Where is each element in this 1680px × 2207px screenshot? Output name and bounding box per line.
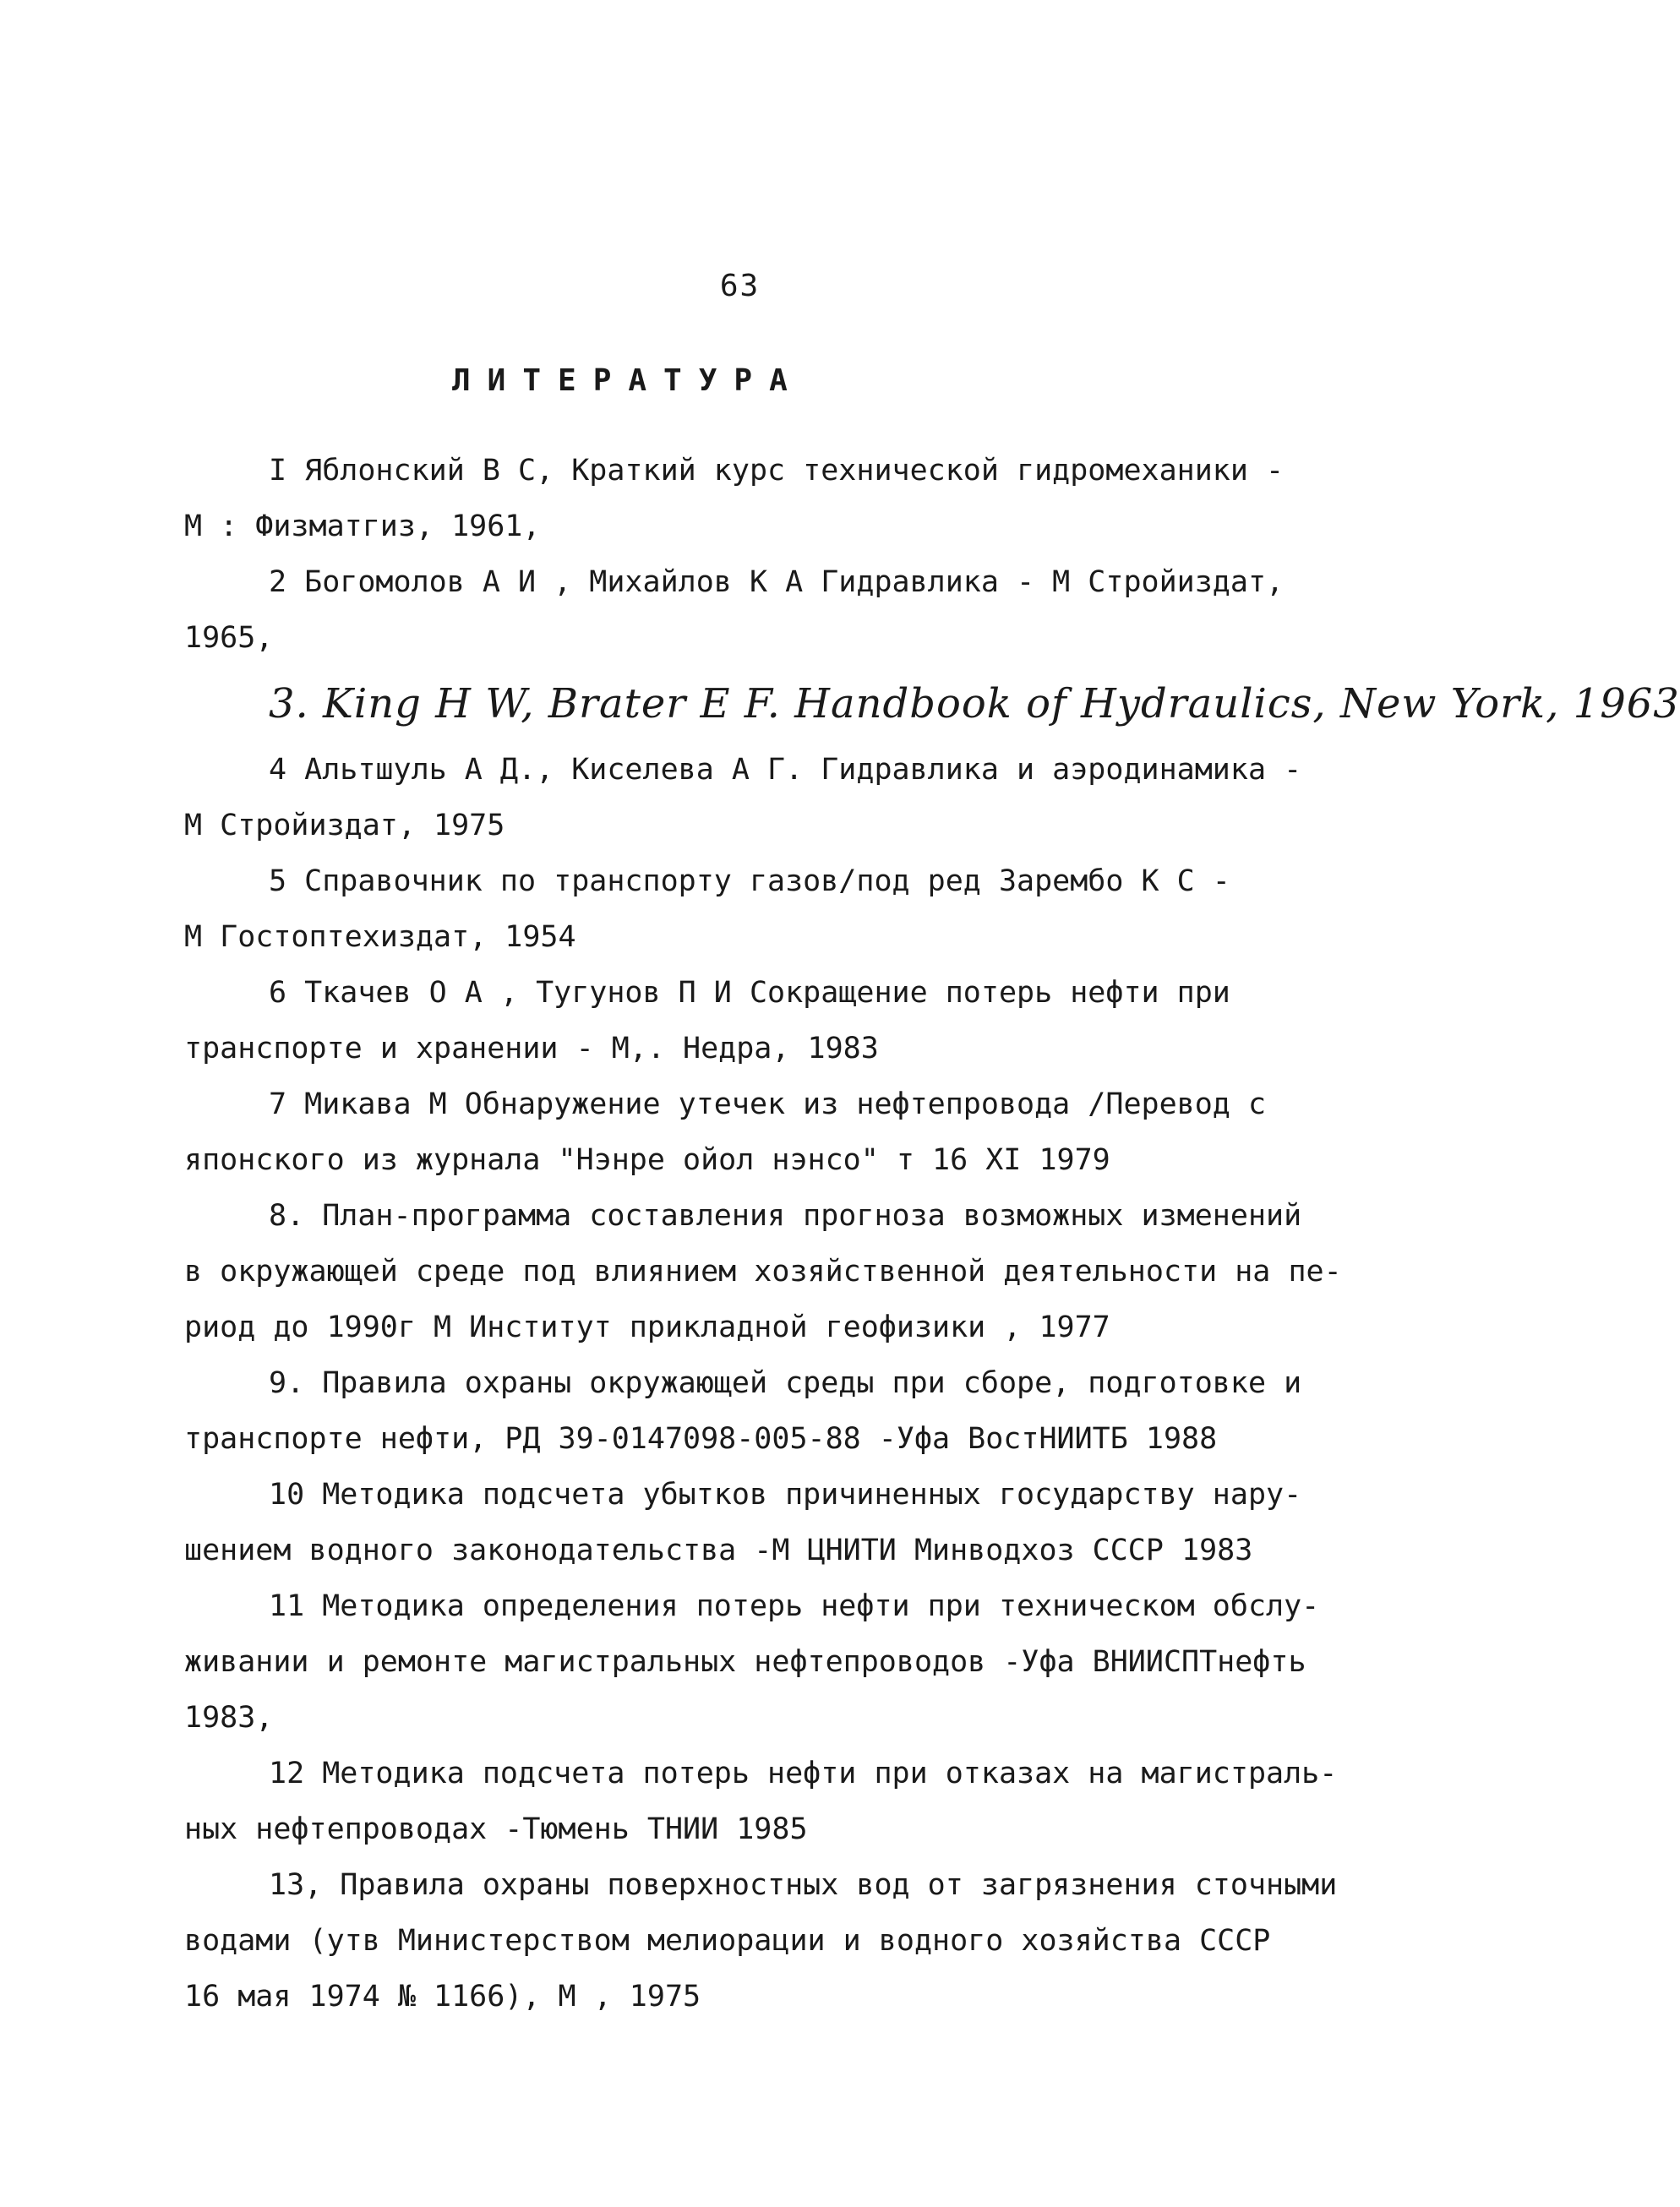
reference-line: японского из журнала "Нэнре ойол нэнсо" т 16 XI 1979	[184, 1143, 1110, 1177]
reference-line: ных нефтепроводах -Тюмень ТНИИ 1985	[184, 1812, 808, 1846]
reference-line: риод до 1990г М Институт прикладной геофизики , 1977	[184, 1311, 1110, 1344]
reference-entry	[184, 1857, 1338, 2024]
reference-line: живании и ремонте магистральных нефтепроводов -Уфа ВНИИСПТнефть	[184, 1645, 1306, 1679]
references-heading: ЛИТЕРАТУРА	[452, 363, 805, 398]
reference-line: 16 мая 1974 № 1166), М , 1975	[184, 1980, 701, 2014]
reference-line: шением водного законодательства -М ЦНИТИ Минводхоз СССР 1983	[184, 1534, 1253, 1567]
reference-line: 12 Методика подсчета потерь нефти при отказах на магистраль-	[269, 1757, 1338, 1790]
reference-line: М Гостоптехиздат, 1954	[184, 920, 576, 954]
reference-line: водами (утв Министерством мелиорации и водного хозяйства СССР	[184, 1924, 1271, 1958]
reference-line: М : Физматгиз, 1961,	[184, 510, 541, 543]
reference-list	[184, 443, 1680, 2024]
reference-entry	[184, 1467, 1308, 1578]
reference-entry	[184, 742, 1308, 853]
reference-entry	[184, 1076, 1308, 1188]
reference-entry	[184, 554, 1308, 666]
reference-line: 4 Альтшуль А Д., Киселева А Г. Гидравлика и аэродинамика -	[269, 753, 1302, 787]
reference-entry	[184, 1188, 1342, 1355]
reference-entry	[184, 853, 1308, 965]
reference-line: транспорте нефти, РД 39-0147098-005-88 -Уфа ВостНИИТБ 1988	[184, 1422, 1218, 1456]
page-number: 63	[719, 269, 761, 303]
reference-line: 5 Справочник по транспорту газов/под ред Зарембо К С -	[269, 864, 1230, 898]
reference-entry	[184, 965, 1308, 1076]
reference-entry	[184, 443, 1308, 554]
reference-line: в окружающей среде под влиянием хозяйственной деятельности на пе-	[184, 1255, 1342, 1289]
reference-line: 8. План-программа составления прогноза возможных изменений	[269, 1199, 1302, 1233]
reference-line: 7 Микава М Обнаружение утечек из нефтепровода /Перевод с	[269, 1087, 1267, 1121]
reference-line: М Стройиздат, 1975	[184, 809, 505, 842]
reference-line: 10 Методика подсчета убытков причиненных государству нару-	[269, 1478, 1302, 1512]
reference-entry	[184, 1578, 1320, 1746]
reference-entry	[184, 1746, 1338, 1857]
reference-line: 11 Методика определения потерь нефти при техническом обслу-	[269, 1589, 1320, 1623]
reference-entry	[184, 1355, 1308, 1467]
reference-entry	[184, 666, 1680, 742]
reference-line: транспорте и хранении - М,. Недра, 1983	[184, 1032, 879, 1065]
reference-line: 2 Богомолов А И , Михайлов К А Гидравлика - М Стройиздат,	[269, 565, 1285, 599]
reference-line: I Яблонский В С, Краткий курс технической гидромеханики -	[269, 454, 1285, 488]
reference-line: 6 Ткачев О А , Тугунов П И Сокращение потерь нефти при	[269, 976, 1230, 1010]
reference-line: 1983,	[184, 1701, 274, 1735]
reference-line: 13, Правила охраны поверхностных вод от загрязнения сточными	[269, 1868, 1338, 1902]
reference-line: 9. Правила охраны окружающей среды при сборе, подготовке и	[269, 1366, 1302, 1400]
handwritten-reference-line: 3. King H W, Brater E F. Handbook of Hydraulics, New York, 1963	[269, 680, 1680, 727]
reference-line: 1965,	[184, 621, 274, 655]
